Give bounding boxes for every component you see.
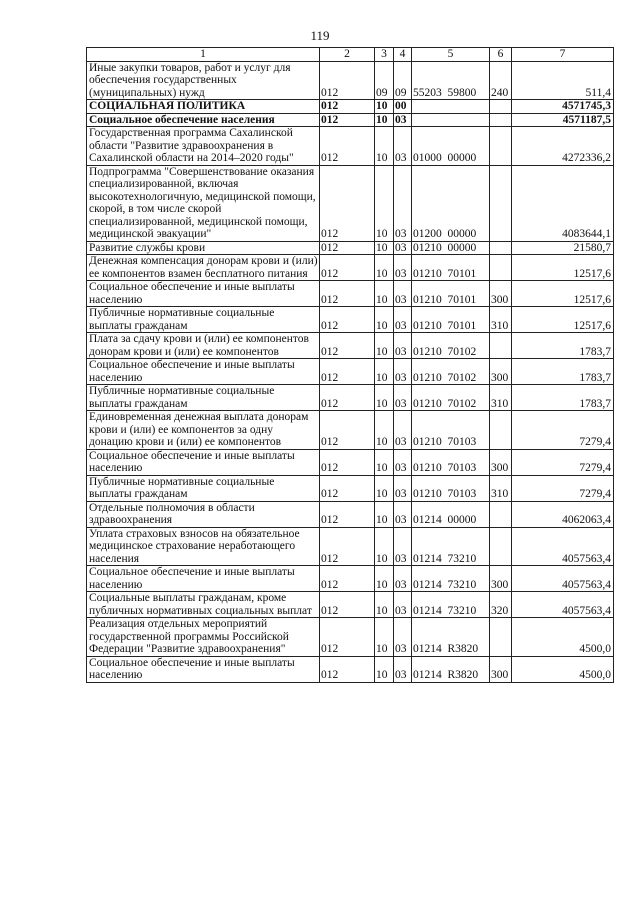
row-vr-code: 300 <box>490 449 512 475</box>
row-amount: 7279,4 <box>512 411 614 450</box>
row-name: Денежная компенсация донорам крови и (или) ее компонентов взамен бесплатного питания <box>87 255 320 281</box>
row-csr-code: 01210 70102 <box>412 359 490 385</box>
row-name: Социальное обеспечение и иные выплаты населению <box>87 281 320 307</box>
row-name: Уплата страховых взносов на обязательное медицинское страхование неработающего населения <box>87 527 320 566</box>
row-amount: 7279,4 <box>512 475 614 501</box>
table-row <box>87 359 614 385</box>
row-name: Социальные выплаты гражданам, кроме публичных нормативных социальных выплат <box>87 592 320 618</box>
row-rz-code: 10 <box>375 656 394 682</box>
table-row <box>87 113 614 127</box>
row-pr-code: 03 <box>394 307 412 333</box>
row-amount: 4057563,4 <box>512 566 614 592</box>
row-pr-code: 03 <box>394 333 412 359</box>
row-rz-code: 10 <box>375 127 394 166</box>
row-csr-code <box>412 100 490 114</box>
row-pr-code: 03 <box>394 411 412 450</box>
row-pr-code: 03 <box>394 475 412 501</box>
table-row <box>87 501 614 527</box>
row-rz-code: 10 <box>375 165 394 241</box>
table-row <box>87 656 614 682</box>
row-csr-code: 01214 R3820 <box>412 618 490 657</box>
row-amount: 4500,0 <box>512 656 614 682</box>
row-rz-code: 10 <box>375 411 394 450</box>
row-csr-code: 01210 70102 <box>412 333 490 359</box>
row-gr-code: 012 <box>320 333 375 359</box>
row-csr-code: 01210 70101 <box>412 281 490 307</box>
header-col-5: 5 <box>412 48 490 62</box>
row-name: СОЦИАЛЬНАЯ ПОЛИТИКА <box>87 100 320 114</box>
row-amount: 4272336,2 <box>512 127 614 166</box>
row-name: Подпрограмма "Совершенствование оказания специализированной, включая высокотехнологичную, медицинской помощи, скорой, в том числе скорой специализированной, медицинской помощи, медицинской эвакуации" <box>87 165 320 241</box>
row-gr-code: 012 <box>320 618 375 657</box>
header-col-6: 6 <box>490 48 512 62</box>
row-rz-code: 10 <box>375 255 394 281</box>
row-vr-code: 300 <box>490 656 512 682</box>
row-gr-code: 012 <box>320 255 375 281</box>
row-name: Социальное обеспечение населения <box>87 113 320 127</box>
page-number: 119 <box>310 28 330 43</box>
row-gr-code: 012 <box>320 61 375 100</box>
row-name: Социальное обеспечение и иные выплаты населению <box>87 656 320 682</box>
row-vr-code <box>490 527 512 566</box>
table-row <box>87 241 614 255</box>
row-vr-code <box>490 411 512 450</box>
row-amount: 1783,7 <box>512 385 614 411</box>
row-csr-code: 01210 70101 <box>412 255 490 281</box>
row-vr-code: 300 <box>490 281 512 307</box>
row-vr-code <box>490 127 512 166</box>
table-row <box>87 165 614 241</box>
row-rz-code: 10 <box>375 333 394 359</box>
row-csr-code: 01210 70101 <box>412 307 490 333</box>
table-row <box>87 385 614 411</box>
row-gr-code: 012 <box>320 359 375 385</box>
table-row <box>87 281 614 307</box>
row-pr-code: 03 <box>394 281 412 307</box>
row-csr-code: 01210 70103 <box>412 411 490 450</box>
header-col-3: 3 <box>375 48 394 62</box>
row-vr-code <box>490 113 512 127</box>
row-vr-code <box>490 501 512 527</box>
row-amount: 4083644,1 <box>512 165 614 241</box>
row-gr-code: 012 <box>320 527 375 566</box>
table-row <box>87 307 614 333</box>
row-rz-code: 10 <box>375 307 394 333</box>
row-pr-code: 03 <box>394 359 412 385</box>
row-csr-code: 01210 70102 <box>412 385 490 411</box>
row-vr-code: 320 <box>490 592 512 618</box>
row-rz-code: 10 <box>375 618 394 657</box>
row-rz-code: 10 <box>375 449 394 475</box>
row-name: Публичные нормативные социальные выплаты гражданам <box>87 385 320 411</box>
row-rz-code: 10 <box>375 527 394 566</box>
row-amount: 1783,7 <box>512 359 614 385</box>
row-gr-code: 012 <box>320 165 375 241</box>
header-col-1: 1 <box>87 48 320 62</box>
table-row <box>87 475 614 501</box>
row-rz-code: 10 <box>375 501 394 527</box>
row-csr-code: 01000 00000 <box>412 127 490 166</box>
header-row <box>87 48 614 62</box>
row-vr-code: 310 <box>490 307 512 333</box>
row-gr-code: 012 <box>320 449 375 475</box>
row-gr-code: 012 <box>320 113 375 127</box>
header-col-4: 4 <box>394 48 412 62</box>
row-rz-code: 10 <box>375 113 394 127</box>
row-pr-code: 03 <box>394 618 412 657</box>
budget-table <box>86 47 614 683</box>
row-amount: 4571745,3 <box>512 100 614 114</box>
row-pr-code: 03 <box>394 527 412 566</box>
row-pr-code: 03 <box>394 127 412 166</box>
row-gr-code: 012 <box>320 411 375 450</box>
row-gr-code: 012 <box>320 241 375 255</box>
row-rz-code: 10 <box>375 281 394 307</box>
row-pr-code: 09 <box>394 61 412 100</box>
row-vr-code <box>490 100 512 114</box>
table-row <box>87 100 614 114</box>
row-gr-code: 012 <box>320 307 375 333</box>
row-csr-code: 55203 59800 <box>412 61 490 100</box>
row-csr-code: 01200 00000 <box>412 165 490 241</box>
row-csr-code <box>412 113 490 127</box>
row-vr-code: 240 <box>490 61 512 100</box>
row-gr-code: 012 <box>320 281 375 307</box>
row-vr-code: 310 <box>490 385 512 411</box>
row-pr-code: 03 <box>394 255 412 281</box>
row-amount: 12517,6 <box>512 307 614 333</box>
row-amount: 4057563,4 <box>512 527 614 566</box>
row-amount: 4500,0 <box>512 618 614 657</box>
table-row <box>87 566 614 592</box>
row-csr-code: 01214 73210 <box>412 566 490 592</box>
row-amount: 12517,6 <box>512 281 614 307</box>
row-pr-code: 00 <box>394 100 412 114</box>
row-pr-code: 03 <box>394 113 412 127</box>
row-pr-code: 03 <box>394 501 412 527</box>
row-gr-code: 012 <box>320 501 375 527</box>
row-rz-code: 10 <box>375 100 394 114</box>
row-name: Реализация отдельных мероприятий государственной программы Российской Федерации "Развитие здравоохранения" <box>87 618 320 657</box>
row-amount: 1783,7 <box>512 333 614 359</box>
row-pr-code: 03 <box>394 656 412 682</box>
row-csr-code: 01210 70103 <box>412 475 490 501</box>
row-rz-code: 10 <box>375 241 394 255</box>
header-col-7: 7 <box>512 48 614 62</box>
row-vr-code <box>490 255 512 281</box>
row-name: Отдельные полномочия в области здравоохранения <box>87 501 320 527</box>
row-gr-code: 012 <box>320 592 375 618</box>
row-rz-code: 10 <box>375 385 394 411</box>
row-csr-code: 01214 73210 <box>412 527 490 566</box>
header-col-2: 2 <box>320 48 375 62</box>
table-row <box>87 618 614 657</box>
row-rz-code: 10 <box>375 475 394 501</box>
table-row <box>87 255 614 281</box>
row-csr-code: 01214 00000 <box>412 501 490 527</box>
row-name: Государственная программа Сахалинской области "Развитие здравоохранения в Сахалинской области на 2014–2020 годы" <box>87 127 320 166</box>
row-rz-code: 10 <box>375 566 394 592</box>
row-pr-code: 03 <box>394 165 412 241</box>
row-name: Развитие службы крови <box>87 241 320 255</box>
row-name: Публичные нормативные социальные выплаты гражданам <box>87 475 320 501</box>
row-pr-code: 03 <box>394 566 412 592</box>
row-amount: 4062063,4 <box>512 501 614 527</box>
table-row <box>87 592 614 618</box>
row-rz-code: 10 <box>375 359 394 385</box>
row-amount: 7279,4 <box>512 449 614 475</box>
row-gr-code: 012 <box>320 100 375 114</box>
row-gr-code: 012 <box>320 127 375 166</box>
row-name: Социальное обеспечение и иные выплаты населению <box>87 566 320 592</box>
row-rz-code: 09 <box>375 61 394 100</box>
row-pr-code: 03 <box>394 385 412 411</box>
row-csr-code: 01214 73210 <box>412 592 490 618</box>
row-vr-code <box>490 241 512 255</box>
row-csr-code: 01214 R3820 <box>412 656 490 682</box>
row-gr-code: 012 <box>320 475 375 501</box>
row-name: Плата за сдачу крови и (или) ее компонентов донорам крови и (или) ее компонентов <box>87 333 320 359</box>
row-vr-code <box>490 618 512 657</box>
row-pr-code: 03 <box>394 592 412 618</box>
row-vr-code: 300 <box>490 566 512 592</box>
row-vr-code: 300 <box>490 359 512 385</box>
row-csr-code: 01210 00000 <box>412 241 490 255</box>
row-name: Публичные нормативные социальные выплаты гражданам <box>87 307 320 333</box>
row-csr-code: 01210 70103 <box>412 449 490 475</box>
row-gr-code: 012 <box>320 656 375 682</box>
row-name: Социальное обеспечение и иные выплаты населению <box>87 449 320 475</box>
row-vr-code <box>490 333 512 359</box>
row-gr-code: 012 <box>320 566 375 592</box>
row-pr-code: 03 <box>394 241 412 255</box>
row-pr-code: 03 <box>394 449 412 475</box>
row-name: Единовременная денежная выплата донорам крови и (или) ее компонентов за одну донацию крови и (или) ее компонентов <box>87 411 320 450</box>
row-amount: 4571187,5 <box>512 113 614 127</box>
row-gr-code: 012 <box>320 385 375 411</box>
row-amount: 21580,7 <box>512 241 614 255</box>
row-vr-code <box>490 165 512 241</box>
row-amount: 511,4 <box>512 61 614 100</box>
row-rz-code: 10 <box>375 592 394 618</box>
table-row <box>87 333 614 359</box>
table-row <box>87 127 614 166</box>
row-name: Иные закупки товаров, работ и услуг для обеспечения государственных (муниципальных) нужд <box>87 61 320 100</box>
table-row <box>87 411 614 450</box>
row-vr-code: 310 <box>490 475 512 501</box>
row-amount: 12517,6 <box>512 255 614 281</box>
table-row <box>87 449 614 475</box>
row-name: Социальное обеспечение и иные выплаты населению <box>87 359 320 385</box>
table-body <box>87 61 614 682</box>
row-amount: 4057563,4 <box>512 592 614 618</box>
table-row <box>87 527 614 566</box>
table-row <box>87 61 614 100</box>
